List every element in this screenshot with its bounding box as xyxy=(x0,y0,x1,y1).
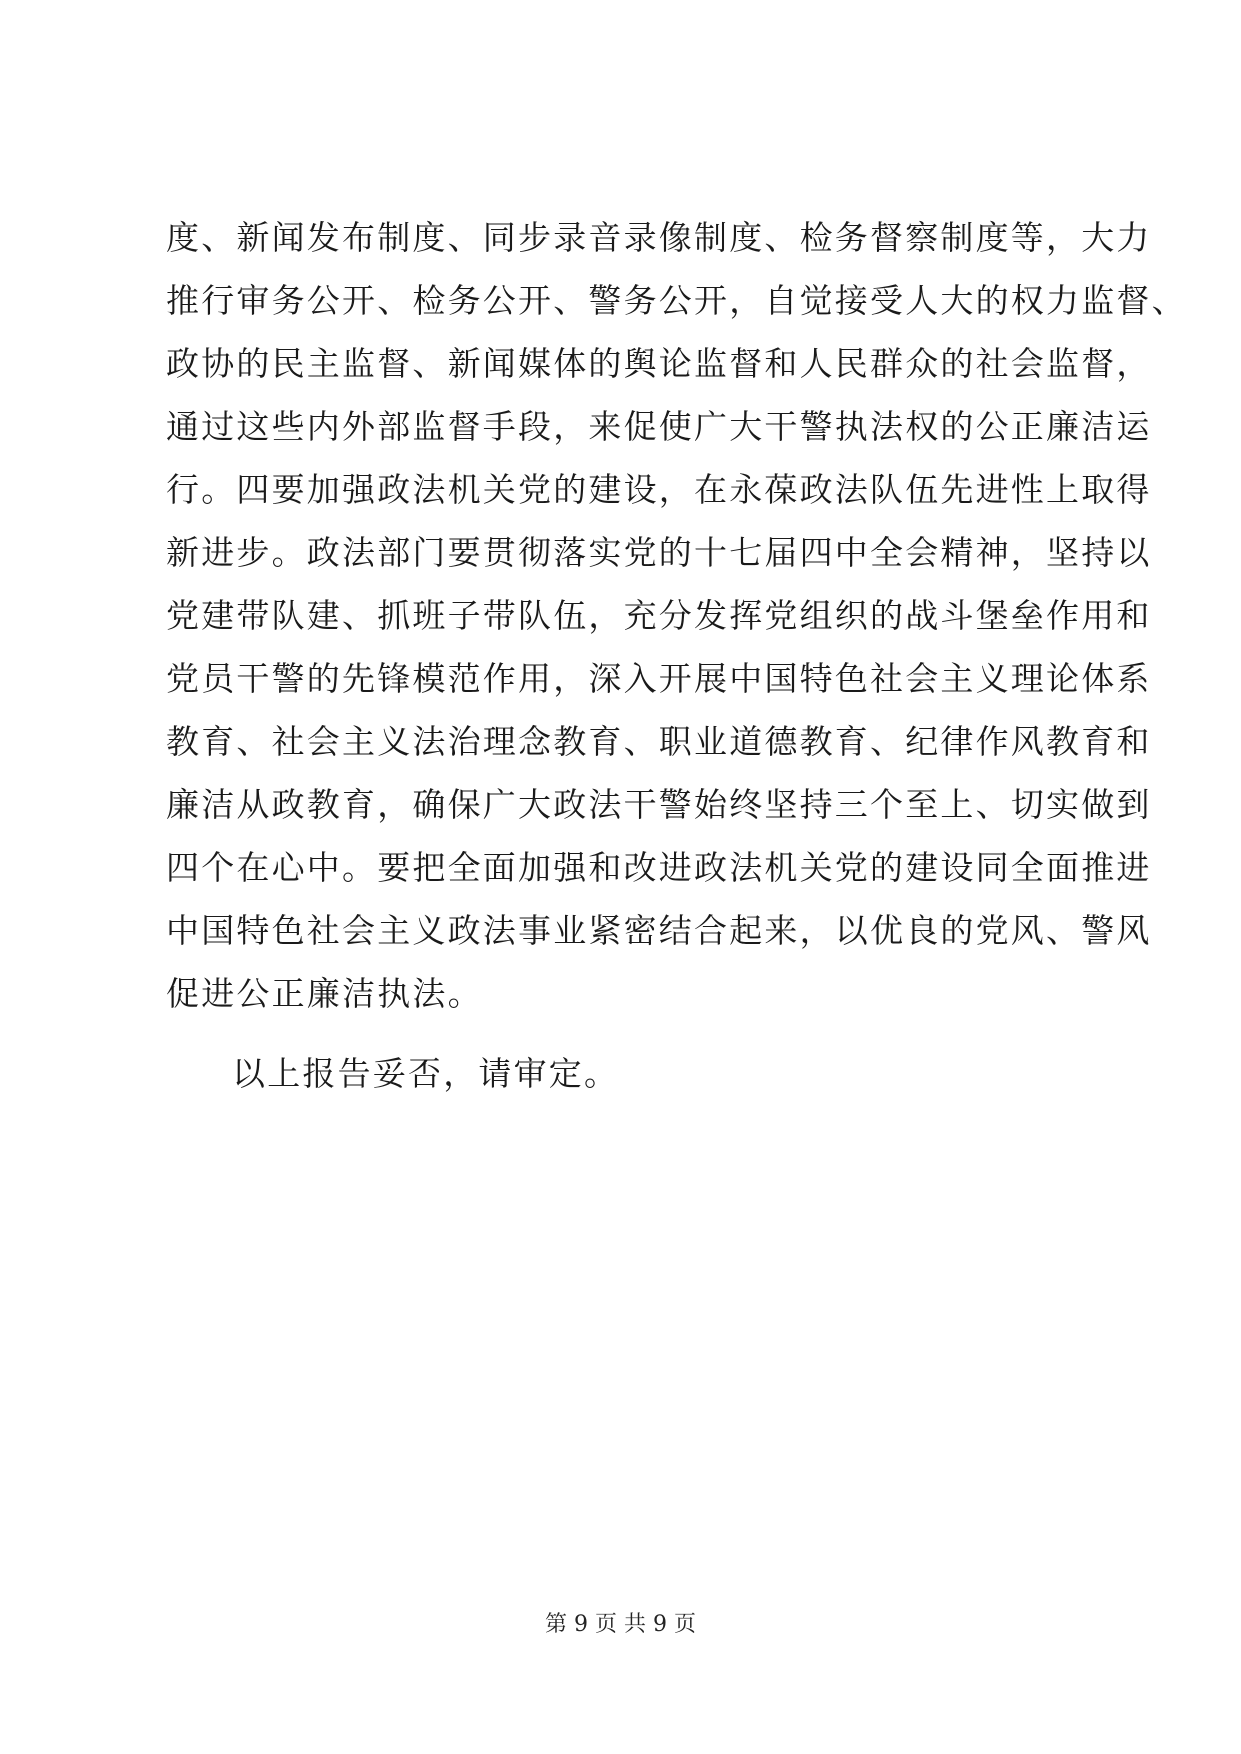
body-line: 推行审务公开、检务公开、警务公开，自觉接受人大的权力监督、 xyxy=(166,281,1187,320)
body-line: 政协的民主监督、新闻媒体的舆论监督和人民群众的社会监督， xyxy=(166,344,1152,383)
body-line: 四个在心中。要把全面加强和改进政法机关党的建设同全面推进 xyxy=(166,848,1152,887)
body-paragraph xyxy=(166,206,1187,1025)
body-line: 行。四要加强政法机关党的建设，在永葆政法队伍先进性上取得 xyxy=(166,470,1152,509)
body-line: 党员干警的先锋模范作用，深入开展中国特色社会主义理论体系 xyxy=(166,659,1152,698)
page-number-footer: 第 9 页 共 9 页 xyxy=(545,1612,696,1637)
body-line: 党建带队建、抓班子带队伍，充分发挥党组织的战斗堡垒作用和 xyxy=(166,596,1152,635)
body-line: 廉洁从政教育，确保广大政法干警始终坚持三个至上、切实做到 xyxy=(166,785,1152,824)
body-line: 中国特色社会主义政法事业紧密结合起来，以优良的党风、警风 xyxy=(166,911,1152,950)
body-line: 度、新闻发布制度、同步录音录像制度、检务督察制度等，大力 xyxy=(166,218,1152,257)
body-line: 新进步。政法部门要贯彻落实党的十七届四中全会精神，坚持以 xyxy=(166,533,1152,572)
body-line: 通过这些内外部监督手段，来促使广大干警执法权的公正廉洁运 xyxy=(166,407,1152,446)
closing-remark: 以上报告妥否，请审定。 xyxy=(232,1054,620,1093)
body-line: 教育、社会主义法治理念教育、职业道德教育、纪律作风教育和 xyxy=(166,722,1152,761)
body-line: 促进公正廉洁执法。 xyxy=(166,974,483,1013)
